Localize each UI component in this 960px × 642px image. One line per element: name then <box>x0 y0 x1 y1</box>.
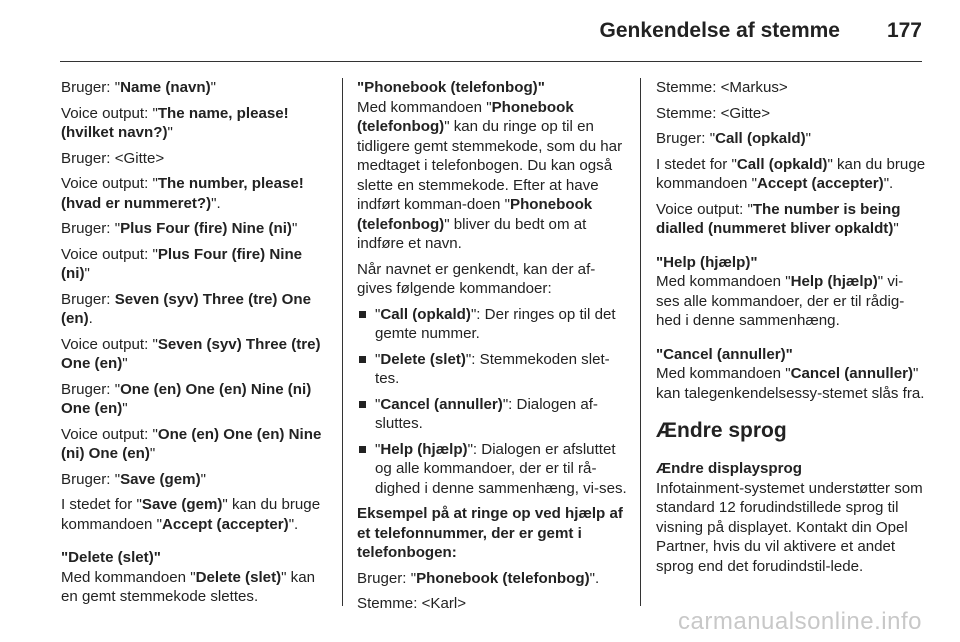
dialog-line: Bruger: <Gitte> <box>61 149 165 167</box>
command-list <box>357 305 629 499</box>
column-divider <box>640 78 641 606</box>
paragraph: Med kommandoen "Delete (slet)" kan en gemt stemmekode slettes. <box>61 568 316 605</box>
dialog-line: Bruger: "Call (opkald)" <box>656 130 811 147</box>
dialog-line: Voice output: "Seven (syv) Three (tre) One (en)" <box>61 335 321 372</box>
watermark: carmanualsonline.info <box>678 608 922 635</box>
paragraph: I stedet for "Save (gem)" kan du bruge kommandoen "Accept (accepter)". <box>61 496 321 533</box>
section-help <box>656 253 926 331</box>
bullet-icon <box>359 401 366 408</box>
dialog-line: Stemme: <Markus> <box>656 79 788 96</box>
page-number: 177 <box>886 19 922 42</box>
column-left <box>61 78 329 607</box>
bullet-icon <box>359 446 366 453</box>
bullet-icon <box>359 311 366 318</box>
chapter-heading: Ændre sprog <box>656 419 787 442</box>
section-heading: "Phonebook (telefonbog)" <box>357 79 545 96</box>
bullet-icon <box>359 356 366 363</box>
dialog-line: Voice output: "The number is being dialled (nummeret bliver opkaldt)" <box>656 200 901 237</box>
dialog-line: Voice output: "The number, please! (hvad er nummeret?)". <box>61 175 304 212</box>
dialog-line: Stemme: <Karl> <box>357 595 467 612</box>
subsection-heading: Ændre displaysprog <box>656 460 802 477</box>
list-item: "Delete (slet)": Stemmekoden slet-tes. <box>357 350 629 389</box>
column-divider <box>342 78 343 606</box>
paragraph: Med kommandoen "Cancel (annuller)" kan talegenkendelsessy-stemet slås fra. <box>656 365 925 402</box>
paragraph: I stedet for "Call (opkald)" kan du bruge kommandoen "Accept (accepter)". <box>656 155 926 192</box>
list-item: "Cancel (annuller)": Dialogen af-sluttes. <box>357 395 629 434</box>
page-title: Genkendelse af stemme <box>599 19 840 42</box>
dialog-line: Voice output: "One (en) One (en) Nine (ni) One (en)" <box>61 425 322 462</box>
paragraph: Når navnet er genkendt, kan der af-gives følgende kommandoer: <box>357 260 596 297</box>
column-right <box>656 78 926 576</box>
page-header <box>60 0 922 62</box>
dialog-line: Voice output: "The name, please! (hvilket navn?)" <box>61 104 289 141</box>
section-heading: "Help (hjælp)" <box>656 253 758 271</box>
list-item: "Help (hjælp)": Dialogen er afsluttet og alle kommandoer, der er til rå-dighed i denne sammenhæng, vi-ses. <box>357 440 629 499</box>
dialog-line: Stemme: <Gitte> <box>656 104 771 122</box>
section-delete <box>61 548 329 607</box>
dialog-line: Bruger: Seven (syv) Three (tre) One (en). <box>61 290 311 327</box>
paragraph: Med kommandoen "Help (hjælp)" vi-ses alle kommandoer, der er til rådig-hed i denne sammenhæng. <box>656 273 905 329</box>
dialog-line: Bruger: "Phonebook (telefonbog)". <box>357 569 600 587</box>
paragraph: Infotainment-systemet understøtter som standard 12 forudindstillede sprog til visning på displayet. Kontakt din Opel Partner, hvis du vil aktivere et andet sprog end det forudindstil-lede. <box>656 479 923 575</box>
dialog-line: Bruger: "Name (navn)" <box>61 79 217 96</box>
dialog-line: Bruger: "One (en) One (en) Nine (ni) One (en)" <box>61 380 312 417</box>
paragraph: Med kommandoen "Phonebook (telefonbog)" kan du ringe op til en tidligere gemt stemmekode, som du har medtaget i telefonbogen. Du kan også slette en stemmekode. Efter at have indført komman-doen "Phonebook (telefonbog)" bliver du bedt om at indføre et navn. <box>357 98 623 252</box>
example-heading: Eksempel på at ringe op ved hjælp af et telefonnummer, der er gemt i telefonbogen: <box>357 505 623 561</box>
section-heading: "Cancel (annuller)" <box>656 345 793 363</box>
list-item: "Call (opkald)": Der ringes op til det gemte nummer. <box>357 305 629 344</box>
section-heading: "Delete (slet)" <box>61 549 161 566</box>
dialog-line: Voice output: "Plus Four (fire) Nine (ni)" <box>61 245 303 282</box>
dialog-line: Bruger: "Plus Four (fire) Nine (ni)" <box>61 220 298 237</box>
column-middle <box>357 78 629 620</box>
dialog-line: Bruger: "Save (gem)" <box>61 470 206 488</box>
section-cancel <box>656 345 926 404</box>
